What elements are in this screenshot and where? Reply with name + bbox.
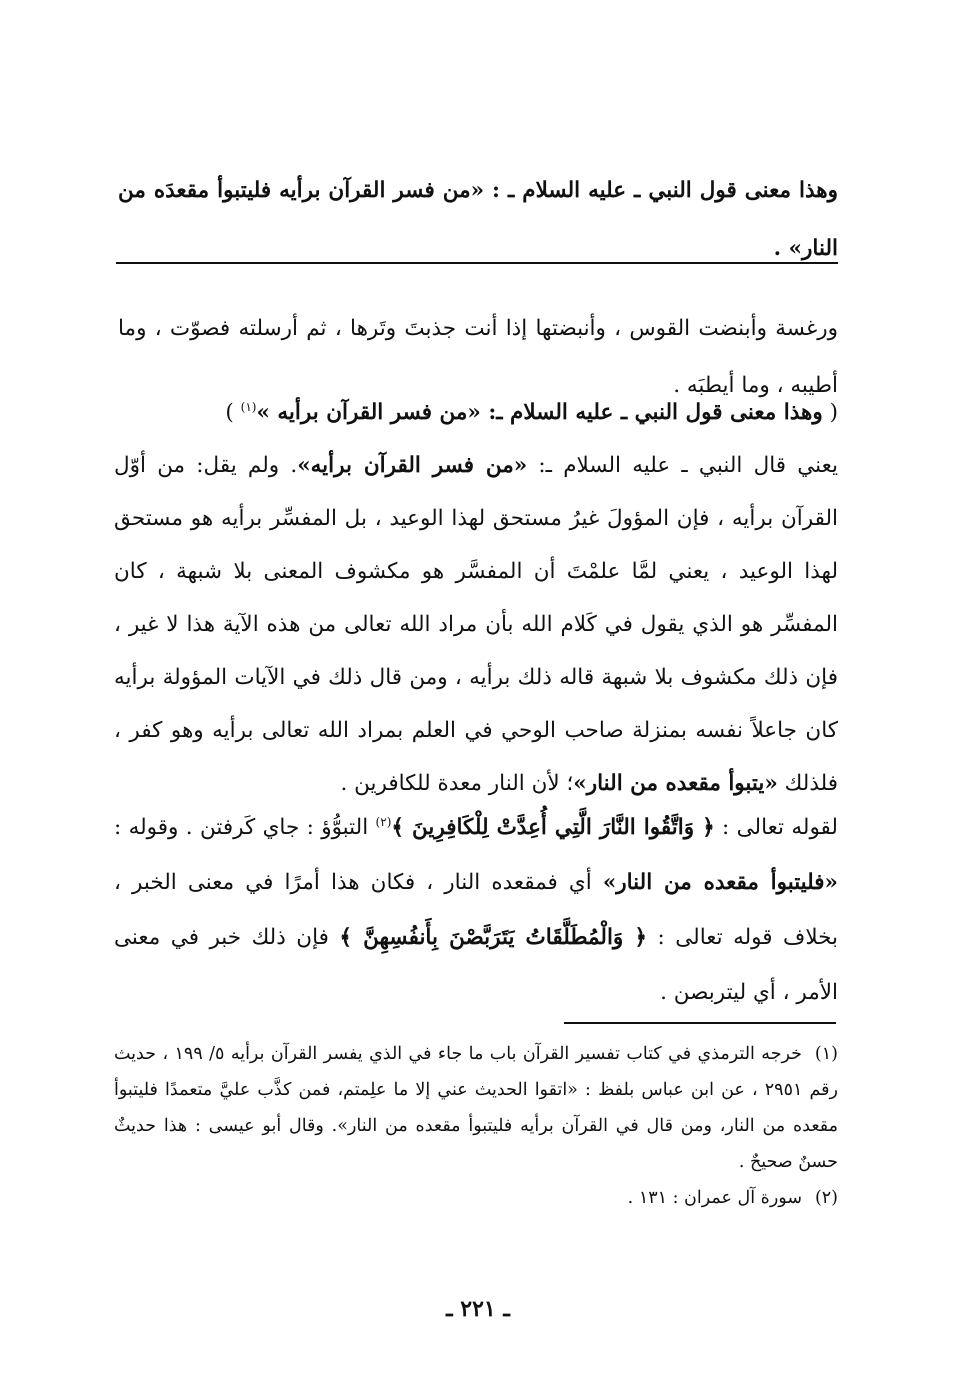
quran-verse-1: ﴿ وَاتَّقُوا النَّارَ الَّتِي أُعِدَّتْ لِلْكَافِرِينَ ﴾: [391, 815, 715, 840]
footnote-1: [114, 1036, 838, 1180]
commentary-quote-2: «يتبوأ مقعده من النار»: [573, 771, 778, 796]
main-text-quote: وهذا معنى قول النبي ـ عليه السلام ـ : «من فسر القرآن برأيه فليتبوأ مقعدَه من النار» .: [118, 177, 838, 261]
verse-text-2: التبوُّؤ : جاي كَرفتن . وقوله :: [114, 815, 376, 840]
commentary-text-1: يعني قال النبي ـ عليه السلام ـ:: [527, 453, 838, 478]
footnote-text: سورة آل عمران : ١٣١ .: [627, 1188, 802, 1208]
footnotes: [114, 1036, 838, 1216]
commentary-section: [114, 386, 838, 810]
verse-paragraph: [114, 800, 838, 1020]
footnote-divider: [564, 1022, 836, 1024]
quran-verse-2: ﴿ وَالْمُطَلَّقَاتُ يَتَرَبَّصْنَ بِأَنفُسِهِنَّ ﴾: [339, 925, 648, 950]
verse-text-3: أي فمقعده النار ، فكان هذا أمرًا في معنى الخبر ، بخلاف قوله تعالى :: [114, 870, 839, 950]
footnote-ref-1: (١): [240, 399, 257, 414]
footnote-number: (١): [814, 1044, 838, 1064]
verse-text-4: فإن ذلك خبر في معنى الأمر ، أي ليتربصن .: [114, 925, 838, 1005]
commentary-heading: وهذا معنى قول النبي ـ عليه السلام ـ: «من فسر القرآن برأيه »: [256, 400, 823, 425]
footnote-text: خرجه الترمذي في كتاب تفسير القرآن باب ما جاء في الذي يفسر القرآن برأيه ٥/ ١٩٩ ، حديث رقم ٢٩٥١ ، عن ابن عباس بلفظ : «اتقوا الحديث عني إلا ما علِمتم، فمن كذَّب عليَّ متعمدًا فليتبوأ مقعده من النار، ومن قال في القرآن برأيه فليتبوأ مقعده من النار». وقال أبو عيسى : هذا حديثٌ حسنٌ صحيحٌ .: [114, 1044, 838, 1172]
hadith-quote: «فليتبوأ مقعده من النار»: [602, 870, 838, 895]
commentary-text-2: . ولم يقل: من أوّل القرآن برأيه ، فإن المؤولَ غيرُ مستحق لهذا الوعيد ، بل المفسِّر برأيه هو مستحق لهذا الوعيد ، يعني لمَّا علمْتَ أن المفسَّر هو مكشوف المعنى بلا شبهة ، كان المفسِّر هو الذي يقول في كَلام الله بأن مراد الله تعالى من هذه الآية هذا لا غير ، فإن ذلك مكشوف بلا شبهة قاله ذلك برأيه ، ومن قال ذلك في الآيات المؤولة برأيه كان جاعلاً نفسه بمنزلة صاحب الوحي في العلم بمراد الله تعالى برأيه وهو كفر ، فلذلك: [114, 453, 838, 796]
footnote-number: (٢): [814, 1188, 838, 1208]
heading-open-paren: (: [822, 400, 838, 425]
verse-text-1: لقوله تعالى :: [714, 815, 838, 840]
lexical-note: ورغسة وأبنضت القوس ، وأنبضتها إذا أنت جذبتَ وتَرها ، ثم أرسلته فصوّت ، وما أطيبه ، وما أيطبَه .: [118, 315, 838, 398]
section-divider: [116, 262, 838, 264]
footnote-ref-2: (٢): [375, 814, 392, 829]
commentary-text-3: ؛ لأن النار معدة للكافرين .: [340, 771, 574, 796]
heading-close-paren: ): [225, 400, 241, 425]
footnote-2: [114, 1180, 838, 1216]
page-number: ـ ٢٢١ ـ: [446, 1296, 510, 1322]
commentary-quote-1: «من فسر القرآن برأيه»: [297, 453, 528, 478]
